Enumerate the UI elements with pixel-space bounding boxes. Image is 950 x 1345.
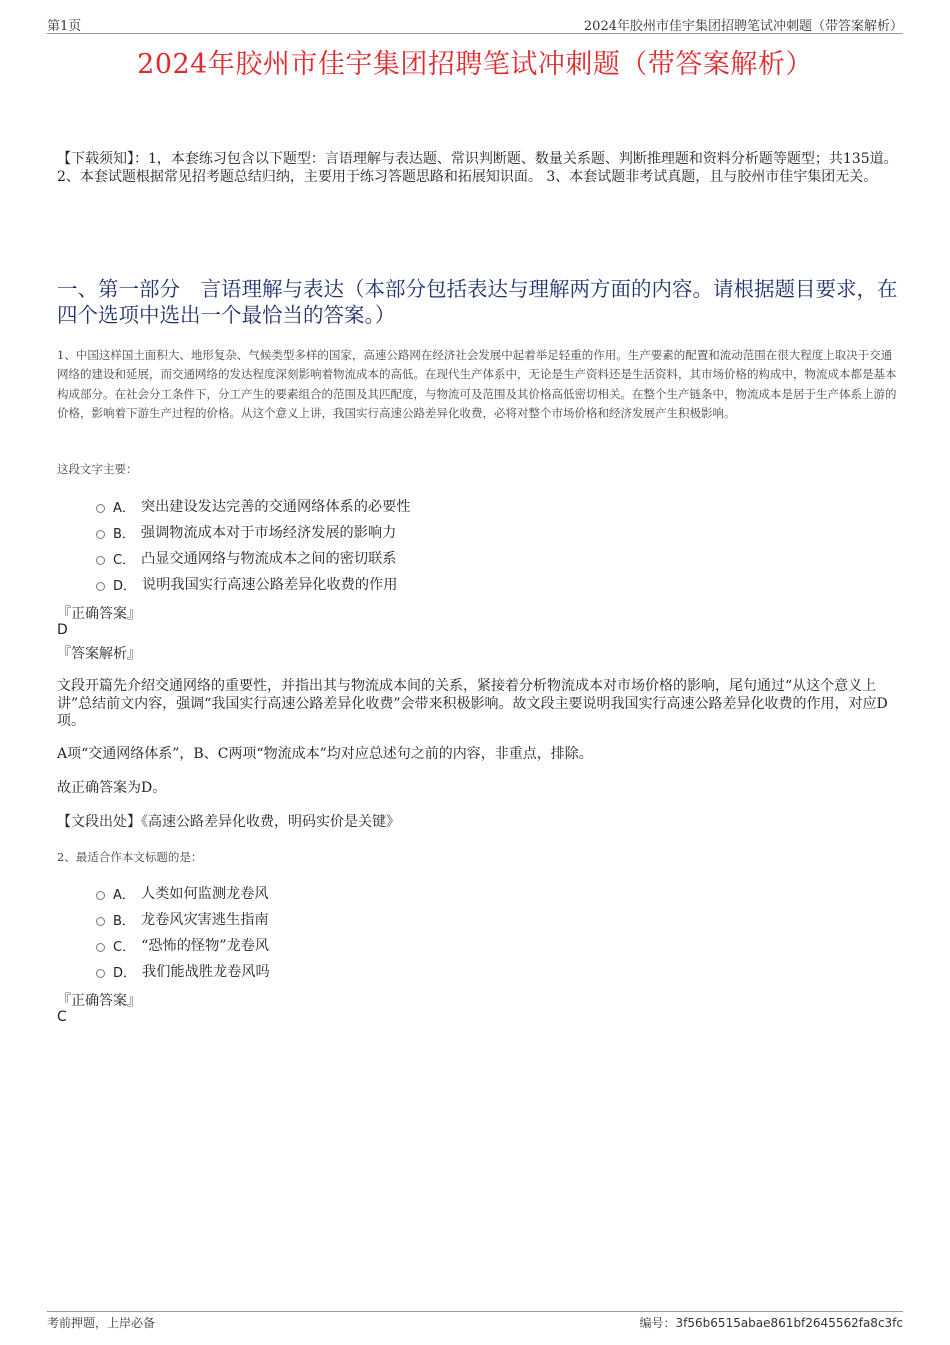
running-header-title: 2024年胶州市佳宇集团招聘笔试冲刺题（带答案解析）	[583, 19, 903, 34]
option-letter: D．	[113, 578, 137, 594]
page-title: 2024年胶州市佳宇集团招聘笔试冲刺题（带答案解析）	[137, 49, 813, 80]
question-2-prompt: 2、最适合作本文标题的是：	[57, 850, 203, 864]
option-text: 强调物流成本对于市场经济发展的影响力	[140, 525, 397, 541]
question-2-answer-label: 『正确答案』	[57, 993, 141, 1009]
footer-slogan: 考前押题，上岸必备	[47, 1316, 156, 1330]
question-1-option-d[interactable]	[96, 574, 397, 594]
question-2-option-a[interactable]	[96, 883, 269, 903]
question-2-option-b[interactable]	[96, 909, 269, 929]
radio-icon[interactable]	[96, 556, 105, 565]
question-1-prompt: 这段文字主要：	[57, 462, 138, 476]
question-1-source: 【文段出处】《高速公路差异化收费，明码实价是关键》	[57, 814, 400, 830]
question-1-analysis-label: 『答案解析』	[57, 646, 141, 662]
header-divider	[47, 33, 903, 34]
question-1-passage: 1、中国这样国土面积大、地形复杂、气候类型多样的国家，高速公路网在经济社会发展中起着举足轻重的作用。生产要素的配置和流动范围在很大程度上取决于交通网络的建设和延展，而交通网络的发达程度深刻影响着物流成本的高低。在现代生产体系中，无论是生产资料还是生活资料，其市场价格的构成中，物流成本都是基本构成部分。在社会分工条件下，分工产生的要素组合的范围及其匹配度，与物流可及范围及其价格高低密切相关。在整个生产链条中，物流成本是居于生产体系上游的价格，影响着下游生产过程的价格。从这个意义上讲，我国实行高速公路差异化收费，必将对整个市场价格和经济发展产生积极影响。	[57, 348, 897, 420]
radio-icon[interactable]	[96, 582, 105, 591]
section-heading: 一、第一部分 言语理解与表达（本部分包括表达与理解两方面的内容。请根据题目要求，在四个选项中选出一个最恰当的答案。）	[57, 277, 898, 327]
option-letter: B．	[113, 526, 135, 542]
option-text: 说明我国实行高速公路差异化收费的作用	[142, 577, 398, 593]
question-1-answer-label: 『正确答案』	[57, 606, 141, 622]
radio-icon[interactable]	[96, 943, 105, 952]
question-1-option-c[interactable]	[96, 548, 396, 568]
option-text: 突出建设发达完善的交通网络体系的必要性	[140, 499, 411, 515]
option-text: “恐怖的怪物”龙卷风	[141, 938, 270, 954]
option-letter: A．	[113, 500, 135, 516]
option-letter: B．	[113, 913, 135, 929]
radio-icon[interactable]	[96, 504, 105, 513]
radio-icon[interactable]	[96, 969, 105, 978]
footer-code	[640, 1314, 903, 1331]
option-letter: A．	[113, 887, 135, 903]
question-1-conclusion: 故正确答案为D。	[57, 780, 167, 796]
question-1-answer: D	[57, 622, 68, 638]
question-1-analysis-paragraph: A项“交通网络体系”，B、C两项“物流成本”均对应总述句之前的内容，非重点，排除。	[57, 746, 593, 762]
page-number: 第1页	[47, 19, 82, 34]
option-text: 凸显交通网络与物流成本之间的密切联系	[141, 551, 397, 567]
footer-code-label: 编号：	[639, 1316, 676, 1330]
radio-icon[interactable]	[96, 891, 105, 900]
question-2-answer: C	[57, 1009, 67, 1025]
footer-divider	[47, 1311, 903, 1312]
option-text: 我们能战胜龙卷风吗	[142, 964, 270, 980]
question-2-option-d[interactable]	[96, 961, 270, 981]
question-1-option-b[interactable]	[96, 522, 396, 542]
question-1-option-a[interactable]	[96, 496, 410, 516]
option-text: 龙卷风灾害逃生指南	[140, 912, 269, 928]
download-notice: 【下载须知】：1，本套练习包含以下题型：言语理解与表达题、常识判断题、数量关系题、判断推理题和资料分析题等题型；共135道。 2、本套试题根据常见招考题总结归纳，主要用于练习答题思路和拓展知识面。 3、本套试题非考试真题，且与胶州市佳宇集团无关。	[57, 151, 898, 185]
radio-icon[interactable]	[96, 917, 105, 926]
option-letter: C．	[113, 552, 136, 568]
option-letter: C．	[113, 939, 136, 955]
footer-code-value: 3f56b6515abae861bf2645562fa8c3fc	[675, 1316, 903, 1330]
option-text: 人类如何监测龙卷风	[140, 886, 269, 902]
option-letter: D．	[113, 965, 137, 981]
question-2-option-c[interactable]	[96, 935, 269, 955]
radio-icon[interactable]	[96, 530, 105, 539]
question-1-analysis-paragraph: 文段开篇先介绍交通网络的重要性，并指出其与物流成本间的关系，紧接着分析物流成本对市场价格的影响，尾句通过“从这个意义上讲”总结前文内容，强调“我国实行高速公路差异化收费”会带来积极影响。故文段主要说明我国实行高速公路差异化收费的作用，对应D项。	[57, 678, 888, 729]
